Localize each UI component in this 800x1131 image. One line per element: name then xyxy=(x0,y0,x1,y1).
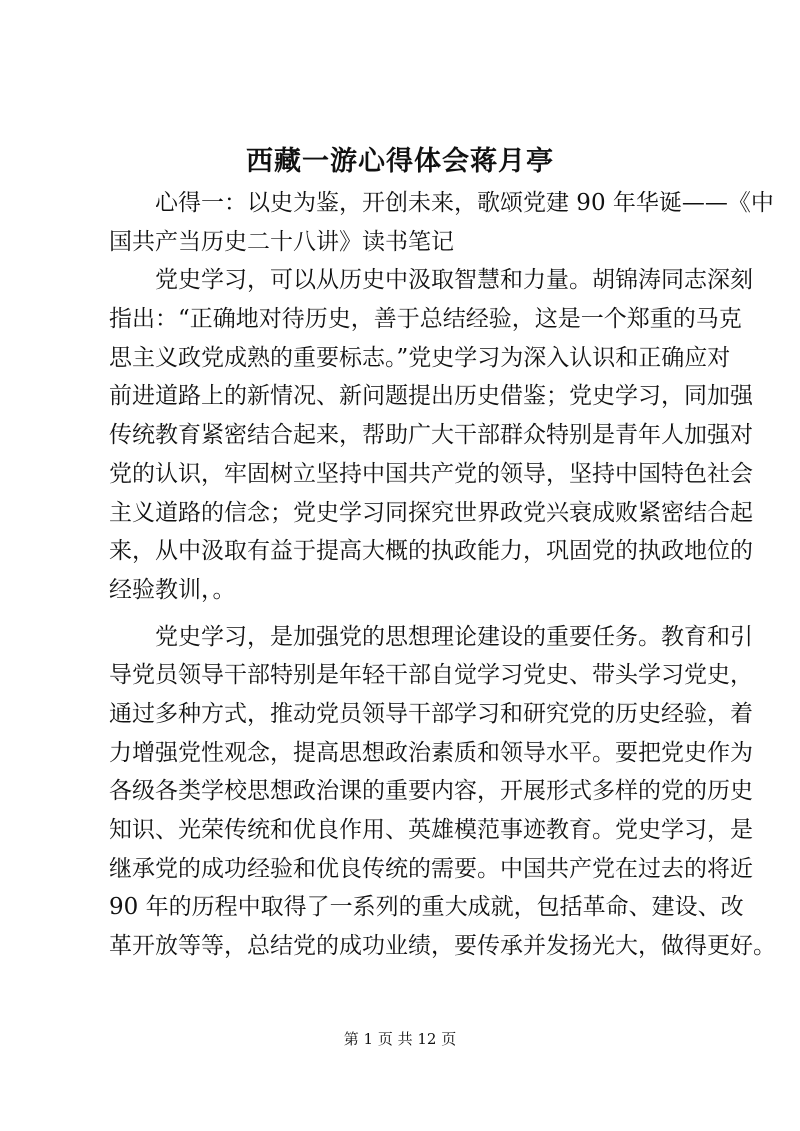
text-line: 主义道路的信念；党史学习同探究世界政党兴衰成败紧密结合起 xyxy=(109,499,753,526)
document-title: 西藏一游心得体会蒋月亭 xyxy=(246,146,554,177)
text-line: 党史学习，是加强党的思想理论建设的重要任务。教育和引 xyxy=(109,623,753,650)
paragraph-2 xyxy=(109,261,753,609)
text-line: 90 年的历程中取得了一系列的重大成就，包括革命、建设、改 xyxy=(109,894,744,921)
text-line: 革开放等等，总结党的成功业绩，要传承并发扬光大，做得更好。 xyxy=(109,933,776,960)
text-line: 继承党的成功经验和优良传统的需要。中国共产党在过去的将近 xyxy=(109,855,753,882)
text-line: 各级各类学校思想政治课的重要内容，开展形式多样的党的历史 xyxy=(109,778,753,805)
text-line: 经验教训，。 xyxy=(109,576,236,603)
text-line: 党的认识，牢固树立坚持中国共产党的领导，坚持中国特色社会 xyxy=(109,460,753,487)
page-indicator: 第 1 页 共 12 页 xyxy=(343,1030,457,1048)
text-line: 力增强党性观念，提高思想政治素质和领导水平。要把党史作为 xyxy=(109,739,753,766)
text-line: 党史学习，可以从历史中汲取智慧和力量。胡锦涛同志深刻 xyxy=(109,267,753,294)
paragraph-gap xyxy=(109,610,709,618)
text-line: 心得一：以史为鉴，开创未来，歌颂党建 90 年华诞——《中 xyxy=(109,190,774,216)
text-line: 思主义政党成熟的重要标志。”党史学习为深入认识和正确应对 xyxy=(109,344,731,371)
text-line: 知识、光荣传统和优良作用、英雄模范事迹教育。党史学习，是 xyxy=(109,817,753,843)
text-line: 传统教育紧密结合起来，帮助广大干部群众特别是青年人加强对 xyxy=(109,422,753,449)
text-line: 前进道路上的新情况、新问题提出历史借鉴；党史学习，同加强 xyxy=(109,383,753,410)
paragraph-3 xyxy=(109,618,776,966)
text-line: 国共产当历史二十八讲》读书笔记 xyxy=(109,228,454,255)
paragraph-1 xyxy=(109,184,774,261)
text-line: 指出：“正确地对待历史，善于总结经验，这是一个郑重的马克 xyxy=(109,306,742,333)
text-line: 来，从中汲取有益于提高大概的执政能力，巩固党的执政地位的 xyxy=(109,538,753,565)
document-body xyxy=(109,184,776,966)
text-line: 通过多种方式，推动党员领导干部学习和研究党的历史经验，着 xyxy=(109,700,753,727)
text-line: 导党员领导干部特别是年轻干部自觉学习党史、带头学习党史， xyxy=(109,662,753,689)
